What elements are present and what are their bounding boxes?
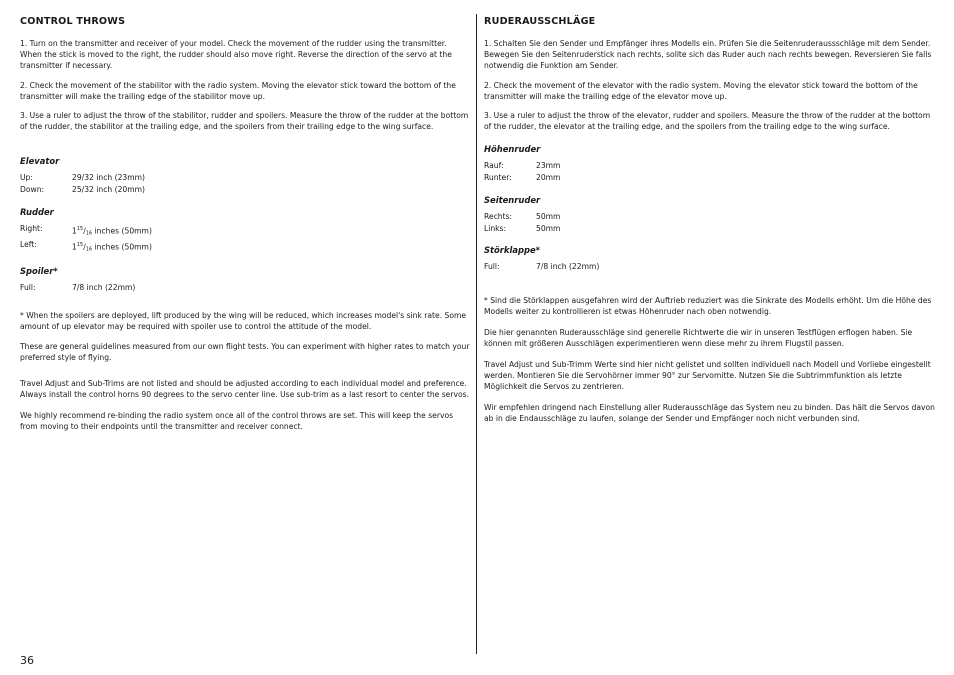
note-guidelines-de: Die hier genannten Ruderausschläge sind generelle Richtwerte die wir in unseren Testflügen erflogen haben. Sie können mit größeren Ausschlägen experimentieren wenn diese mehr zu ihrem Flugstil passen. [484,328,913,349]
elevator-up-label: Up: [20,173,33,182]
spoiler-full-label: Full: [20,283,36,293]
rudder-left-row [20,239,470,256]
stoerklappe-full-label: Full: [484,262,500,272]
seitenruder-right-value: 50mm [536,211,561,221]
hoehenruder-down-row [484,172,936,184]
intro-step-1-en: 1. Turn on the transmitter and receiver of your model. Check the movement of the rudder using the transmitter. When the stick is moved to the right, the rudder should also move right. Reverse the direction of the servo at the transmitter if necessary. [20,39,452,70]
intro-step-2-de: 2. Check the movement of the elevator with the radio system. Moving the elevator stick toward the bottom of the transmitter will make the trailing edge of the elevator move up. [484,80,918,101]
note-travel-adjust-de: Travel Adjust und Sub-Trimm Werte sind hier nicht gelistet und sollten individuell nach Modell und Vorliebe eingestellt werden. Montieren Sie die Servohörner immer 90° zur Servomitte. Nutzen Sie die Subtrimmfunktion als letzte Möglichkeit die Servos zu zentrieren. [484,360,931,392]
hoehenruder-down-value: 20mm [536,173,561,183]
elevator-down-row [20,184,470,196]
seitenruder-right-row [484,211,936,223]
stoerklappe-heading: Störklappe* [484,245,541,256]
elevator-up-value: 29/32 inch (23mm) [72,173,146,182]
rudder-left-label: Left: [20,240,37,250]
rudder-right-value: $1^{15}/_{16}$ inches (50mm) [72,225,152,237]
english-column [20,16,470,440]
note-spoiler-de: * Sind die Störklappen ausgefahren wird der Auftrieb reduziert was die Sinkrate des Modells erhöht. Um die Höhe des Modells weiter zu kontrollieren ist etwas Höhenruder nach oben notwendig. [484,296,932,317]
note-travel-adjust-en: Travel Adjust and Sub-Trims are not listed and should be adjusted according to each individual model and preference. Always install the control horns 90 degrees to the servo center line. Use sub-trim as a last resort to center the servos. [20,378,469,399]
rudder-spec [20,223,470,257]
spoiler-spec [20,282,470,294]
elevator-down-label: Down: [20,185,45,195]
seitenruder-right-label: Rechts: [484,211,513,221]
intro-step-3-de: 3. Use a ruler to adjust the throw of the elevator, rudder and spoilers. Measure the throw of the rudder at the bottom of the rudder, the elevator at the trailing edge, and the spoilers from the trailing edge to the wing surface. [484,111,931,131]
seitenruder-left-row [484,223,936,235]
hoehenruder-heading: Höhenruder [484,144,541,154]
rudder-right-row [20,223,470,240]
german-column [484,16,936,433]
note-rebind-de: Wir empfehlen dringend nach Einstellung aller Ruderausschläge das System neu zu binden. Das hält die Servos davon ab in die Endausschläge zu laufen, solange der Sender und Empfänger noch nicht verbunden sind. [484,403,935,424]
rudder-heading: Rudder [20,206,54,217]
rudder-right-label: Right: [20,223,43,233]
stoerklappe-full-row [484,261,936,273]
spoiler-full-value: 7/8 inch (22mm) [72,283,136,293]
elevator-heading: Elevator [20,156,60,166]
stoerklappe-spec [484,261,936,273]
seitenruder-heading: Seitenruder [484,194,541,205]
intro-step-3-en: 3. Use a ruler to adjust the throw of the stabilitor, rudder and spoilers. Measure the throw of the rudder at the bottom of the rudder, the stabilitor at the trailing edge, and the spoilers from their trailing edge to the wing surface. [20,111,469,131]
note-rebind-en: We highly recommend re-binding the radio system once all of the control throws are set. This will keep the servos from moving to their endpoints until the transmitter and receiver connect. [20,410,454,431]
intro-step-1-de: 1. Schalten Sie den Sender und Empfänger ihres Modells ein. Prüfen Sie die Seitenruderaussschläge mit dem Sender. Bewegen Sie den Seitenruderstick nach rechts, sollte sich das Ruder auch nach rechts bewegen. Reversieren Sie falls notwendig die Funktion am Sender. [484,39,932,70]
page-number: 36 [20,654,34,667]
elevator-down-value: 25/32 inch (20mm) [72,185,146,195]
hoehenruder-down-label: Runter: [484,173,512,183]
seitenruder-left-value: 50mm [536,223,561,233]
spoiler-heading: Spoiler* [20,266,58,277]
hoehenruder-up-label: Rauf: [484,161,504,170]
note-spoiler-en: * When the spoilers are deployed, lift produced by the wing will be reduced, which increases model's sink rate. Some amount of up elevator may be required with spoiler use to control the attitude of the model. [20,311,467,332]
elevator-up-row [20,172,470,184]
column-divider [476,14,477,654]
intro-step-2-en: 2. Check the movement of the stabilitor with the radio system. Moving the elevator stick toward the bottom of the transmitter will make the trailing edge of the stabilitor move up. [20,80,456,101]
elevator-spec [20,172,470,197]
seitenruder-spec [484,211,936,236]
page-title-en: CONTROL THROWS [20,16,126,27]
spoiler-full-row [20,282,470,294]
hoehenruder-up-row [484,160,936,172]
seitenruder-left-label: Links: [484,223,507,233]
note-guidelines-en: These are general guidelines measured from our own flight tests. You can experiment with higher rates to match your preferred style of flying. [20,341,470,362]
rudder-left-value: $1^{15}/_{16}$ inches (50mm) [72,242,152,253]
page-title-de: RUDERAUSSCHLÄGE [484,16,596,27]
stoerklappe-full-value: 7/8 inch (22mm) [536,262,600,272]
hoehenruder-spec [484,160,936,185]
hoehenruder-up-value: 23mm [536,161,561,170]
